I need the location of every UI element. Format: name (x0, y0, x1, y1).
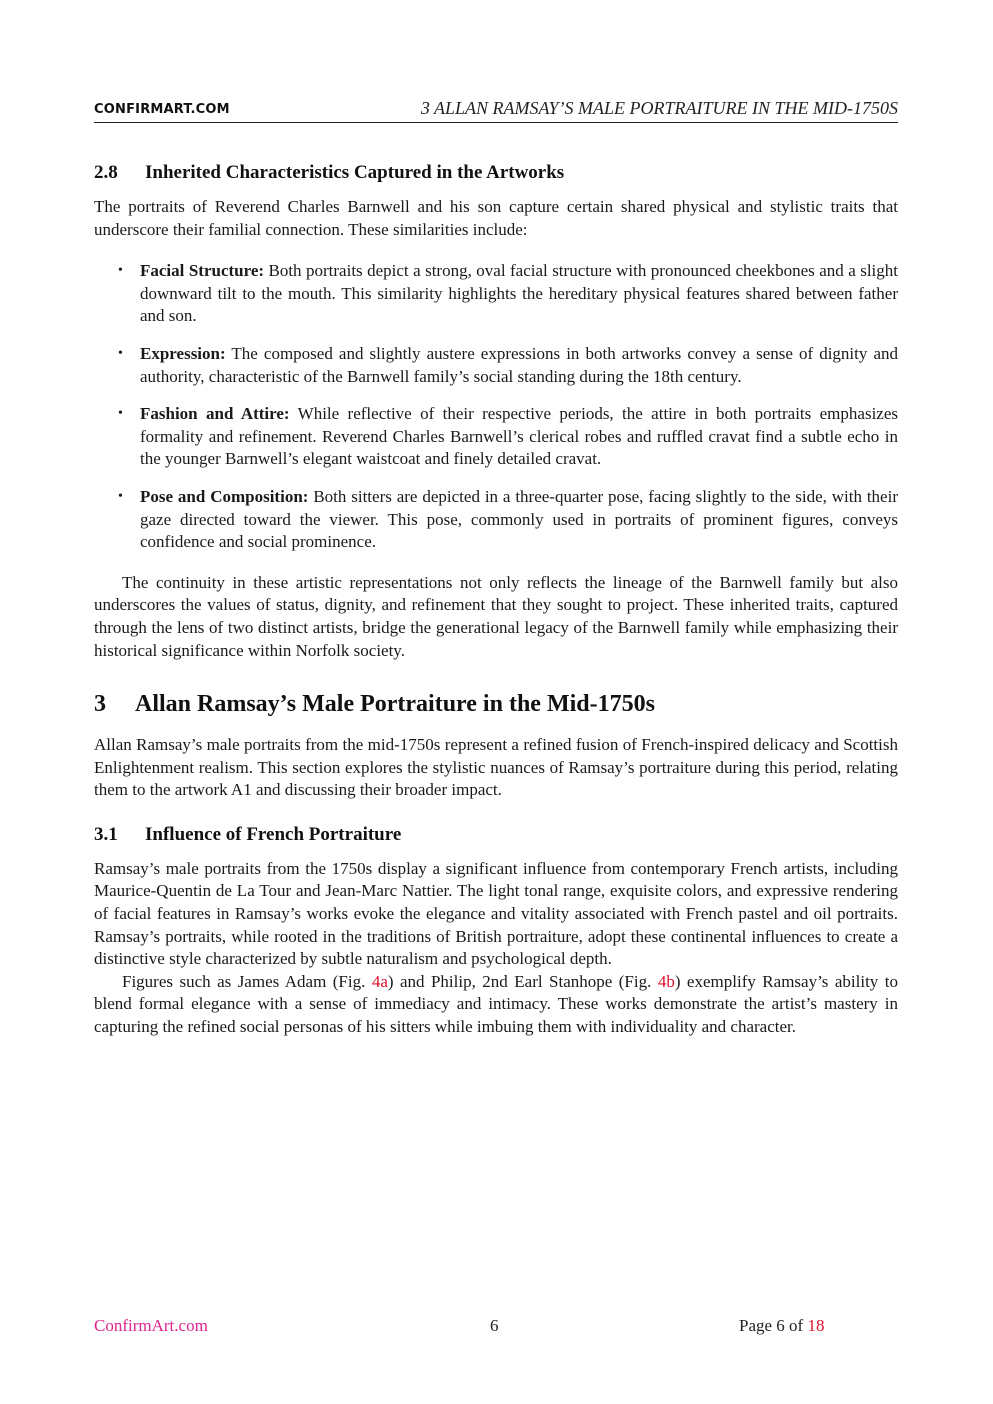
paragraph-3-1-second (94, 971, 898, 1039)
list-item (94, 486, 898, 554)
section-title: Inherited Characteristics Captured in the Artworks (145, 162, 565, 183)
list-item (94, 260, 898, 328)
section-number: 3 (94, 691, 106, 718)
paragraph-intro-3: Allan Ramsay’s male portraits from the mid-1750s represent a refined fusion of French-inspired delicacy and Scottish Enlightenment realism. This section explores the stylistic nuances of Ramsay’s portraiture during this period, relating them to the artwork A1 and discussing their broader impact. (94, 735, 898, 800)
list-item-term: Facial Structure: (140, 261, 265, 281)
paragraph-text: Figures such as James Adam (Fig. (122, 971, 372, 991)
list-item-text: While reflective of their respective periods, the attire in both portraits emphasizes formality and refinement. Reverend Charles Barnwell’s clerical robes and ruffled cravat find a subtle echo in the younger Barnwell’s elegant waistcoat and finely detailed cravat. (140, 404, 898, 469)
page-header (94, 98, 898, 123)
running-head: 3 ALLAN RAMSAY’S MALE PORTRAITURE IN THE MID-1750S (420, 98, 898, 118)
paragraph-text: ) and Philip, 2nd Earl Stanhope (Fig. (387, 971, 658, 991)
list-item (94, 343, 898, 388)
list-item-term: Fashion and Attire: (140, 404, 290, 424)
page-footer (94, 1316, 898, 1340)
figure-link-4b[interactable]: 4b (657, 971, 675, 991)
section-heading-2-8 (94, 160, 898, 186)
list-item-term: Pose and Composition: (140, 486, 309, 506)
footer-page-number: 6 (490, 1316, 499, 1335)
bullet-icon: • (118, 263, 123, 279)
section-number: 2.8 (94, 162, 118, 183)
section-number: 3.1 (94, 823, 118, 845)
section-heading-3 (94, 688, 898, 720)
list-item-text: The composed and slightly austere expressions in both artworks convey a sense of dignity and authority, characteristic of the Barnwell family’s social standing during the 18th century. (140, 343, 898, 386)
footer-site-link[interactable]: ConfirmArt.com (94, 1316, 208, 1335)
paragraph-intro-2-8: The portraits of Reverend Charles Barnwell and his son capture certain shared physical and stylistic traits that underscore their familial connection. These similarities include: (94, 197, 898, 239)
section-heading-3-1 (94, 822, 898, 848)
similarities-list (94, 260, 898, 554)
list-item-text: Both portraits depict a strong, oval facial structure with pronounced cheekbones and a slight downward tilt to the mouth. This similarity highlights the hereditary physical features shared between father and son. (140, 261, 898, 326)
paragraph-3-1-first: Ramsay’s male portraits from the 1750s display a significant influence from contemporary French artists, including Maurice-Quentin de La Tour and Jean-Marc Nattier. The light tonal range, exquisite colors, and expressive rendering of facial features in Ramsay’s works evoke the elegance and vitality associated with French pastel and oil portraits. Ramsay’s portraits, while rooted in the traditions of British portraiture, adopt these continental influences to create a distinctive style characterized by subtle naturalism and psychological depth. (94, 858, 898, 969)
bullet-icon: • (118, 345, 123, 361)
bullet-icon: • (118, 406, 123, 422)
footer-page-label: Page 6 of (739, 1316, 808, 1335)
figure-link-4a[interactable]: 4a (371, 971, 388, 991)
list-item-term: Expression: (140, 343, 226, 363)
page-content (94, 160, 898, 1039)
site-logo: CONFIRMART.COM (94, 102, 230, 117)
footer-page-total-link[interactable]: 18 (807, 1316, 825, 1335)
bullet-icon: • (118, 488, 123, 504)
footer-page-count (739, 1316, 824, 1336)
paragraph-closing-2-8: The continuity in these artistic representations not only reflects the lineage of the Barnwell family but also underscores the values of status, dignity, and refinement that they sought to project. These inherited traits, captured through the lens of two distinct artists, bridge the generational legacy of the Barnwell family while emphasizing their historical significance within Norfolk society. (94, 572, 898, 660)
list-item (94, 403, 898, 471)
list-item-text: Both sitters are depicted in a three-quarter pose, facing slightly to the side, with their gaze directed toward the viewer. This pose, commonly used in portraits of prominent figures, conveys confidence and social prominence. (140, 486, 898, 552)
paragraph-text: ) exemplify Ramsay’s ability to blend formal elegance with a sense of immediacy and intimacy. These works demonstrate the artist’s mastery in capturing the refined social personas of his sitters while imbuing them with individuality and character. (94, 971, 898, 1037)
section-title: Allan Ramsay’s Male Portraiture in the Mid-1750s (135, 691, 655, 718)
section-title: Influence of French Portraiture (145, 823, 402, 845)
